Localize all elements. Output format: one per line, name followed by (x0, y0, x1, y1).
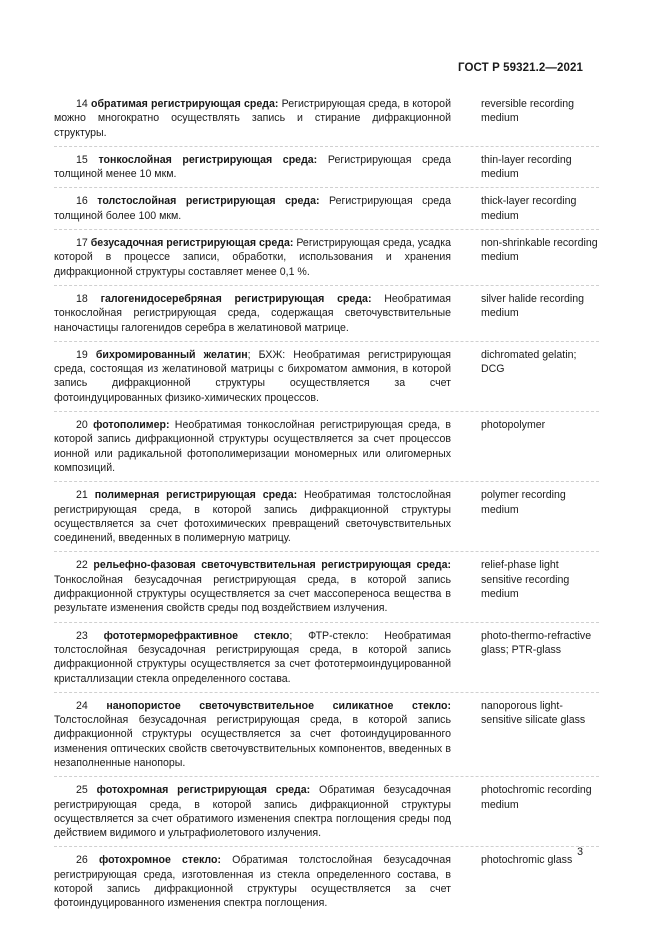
term-name: фотохромное стекло: (98, 854, 222, 867)
term-definition-text: Тонкослойная безусадочная регистрирующая среда, в которой запись дифракционной структуры осуществляется за счет массопереноса вещества в результате изменения свойств среды под воздействием излучения. (54, 573, 451, 615)
term-definition-text: Регистрирующая среда толщиной более 100 мкм. (54, 195, 451, 222)
term-number: 17 (76, 237, 88, 250)
term-definition (54, 488, 451, 545)
term-definition (54, 558, 451, 615)
term-definition (54, 853, 451, 910)
term-definition-text: Регистрирующая среда, усадка которой в процессе записи, обработки, использования и хранения дифракционной структуры составляет менее 0,1 %. (54, 237, 451, 278)
term-definition (54, 629, 451, 686)
document-id-header: ГОСТ Р 59321.2—2021 (458, 62, 583, 74)
term-english: reversible recording medium (481, 98, 575, 125)
term-number: 15 (76, 153, 88, 166)
term-name: галогенидосеребряная регистрирующая среда: (100, 292, 372, 305)
term-definition-text: Регистрирующая среда, в которой можно многократно осуществлять запись и стирание дифракционной структуры. (54, 98, 451, 139)
term-english: photochromic glass (481, 854, 573, 867)
term-definition-text: Толстослойная безусадочная регистрирующая среда, в которой запись дифракционной структуры осуществляется за счет фотоиндуцированного изменения оптических свойств светочувствительных компонентов, введенных в незаполненные нанопоры. (54, 714, 451, 769)
term-definition-text: Необратимая тонкослойная регистрирующая среда, содержащая светочувствительные наночастицы галогенидов серебра в желатиновой матрице. (54, 292, 451, 334)
term-definition (54, 153, 451, 182)
term-english: photopolymer (481, 419, 546, 432)
term-english: polymer recording medium (481, 489, 566, 516)
term-number: 25 (76, 784, 88, 797)
term-number: 21 (76, 489, 88, 502)
term-number: 14 (76, 98, 88, 110)
term-definition-text: Необратимая тонкослойная регистрирующая среда, в которой запись дифракционной структуры осуществляется за счет процессов ионной или радикальной фотополимеризации мономерных или олигомерных композиций. (54, 419, 451, 474)
term-entry (54, 418, 599, 482)
term-english: relief-phase light sensitive recording medium (481, 559, 570, 601)
term-definition (54, 348, 451, 405)
term-definition-text: ; ФТР-стекло: Необратимая толстослойная безусадочная регистрирующая среда, в которой запись дифракционной структуры осуществляется за счет фототермоиндуцированной кристаллизации стекла определенного состава. (54, 629, 451, 685)
term-name: рельефно-фазовая светочувствительная регистрирующая среда: (93, 559, 452, 572)
term-definition-text: Необратимая толстослойная регистрирующая среда, в которой запись дифракционной структуры осуществляется за счет фотохимических превращений светочувствительных соединений, введенных в полимерную матрицу. (54, 489, 451, 545)
term-definition-text: Обратимая безусадочная регистрирующая среда, в которой запись дифракционной структуры осуществляется за счет обратимого изменения спектра поглощения среды под действием видимого и ультрафиолетового излучения. (54, 784, 451, 840)
term-name: фототерморефрактивное стекло (103, 629, 290, 642)
term-definition (54, 783, 451, 840)
term-english: photo-thermo-refractive glass; PTR-glass (481, 629, 592, 656)
term-definition (54, 699, 451, 770)
term-definition (54, 194, 451, 223)
term-english: thin-layer recording medium (481, 153, 572, 181)
term-name: бихромированный желатин (95, 348, 248, 361)
term-entry (54, 558, 599, 622)
term-entry (54, 236, 599, 286)
term-entry (54, 853, 599, 916)
term-number: 16 (76, 195, 88, 208)
term-definition (54, 292, 451, 335)
term-definition-text: ; БХЖ: Необратимая регистрирующая среда, состоящая из желатиновой матрицы с бихроматом аммония, в которой запись дифракционной структуры осуществляется за счет фотоиндуцированных физико-химических процессов. (54, 348, 451, 404)
term-name: фотополимер: (93, 419, 170, 432)
term-entry (54, 97, 599, 147)
term-number: 26 (76, 854, 88, 867)
term-english: silver halide recording medium (481, 292, 585, 320)
term-definition-text: Обратимая толстослойная безусадочная регистрирующая среда, изготовленная из стекла определенного состава, в которой запись дифракционной структуры осуществляется за счет фотоиндуцированного изменения спектра поглощения. (54, 854, 451, 910)
term-entry (54, 194, 599, 230)
term-number: 19 (76, 348, 88, 361)
term-entry (54, 153, 599, 189)
term-entry (54, 292, 599, 342)
term-number: 22 (76, 559, 88, 572)
term-name: нанопористое светочувствительное силикатное стекло: (106, 699, 451, 712)
term-name: толстослойная регистрирующая среда: (97, 195, 320, 208)
term-entry (54, 783, 599, 847)
term-entry (54, 629, 599, 693)
term-definition (54, 236, 451, 279)
term-number: 20 (76, 419, 88, 432)
term-number: 24 (76, 699, 88, 712)
term-entry (54, 488, 599, 552)
term-english: dichromated gelatin; DCG (481, 348, 577, 376)
term-english: photochromic recording medium (481, 784, 592, 811)
term-name: полимерная регистрирующая среда: (94, 489, 298, 502)
term-definition-text: Регистрирующая среда толщиной менее 10 мкм. (54, 153, 451, 181)
term-name: безусадочная регистрирующая среда: (90, 237, 294, 250)
term-definition (54, 97, 451, 140)
term-name: обратимая регистрирующая среда: (91, 98, 279, 110)
page-number: 3 (577, 846, 583, 858)
term-number: 18 (76, 292, 88, 305)
term-number: 23 (76, 629, 88, 642)
term-english: thick-layer recording medium (481, 195, 577, 222)
term-name: тонкослойная регистрирующая среда: (98, 153, 318, 166)
term-name: фотохромная регистрирующая среда: (96, 784, 311, 797)
term-english: nanoporous light-sensitive silicate glass (481, 699, 586, 727)
terms-list (54, 97, 599, 923)
term-definition (54, 418, 451, 475)
term-entry (54, 699, 599, 777)
term-english: non-shrinkable recording medium (481, 237, 598, 264)
term-entry (54, 348, 599, 412)
